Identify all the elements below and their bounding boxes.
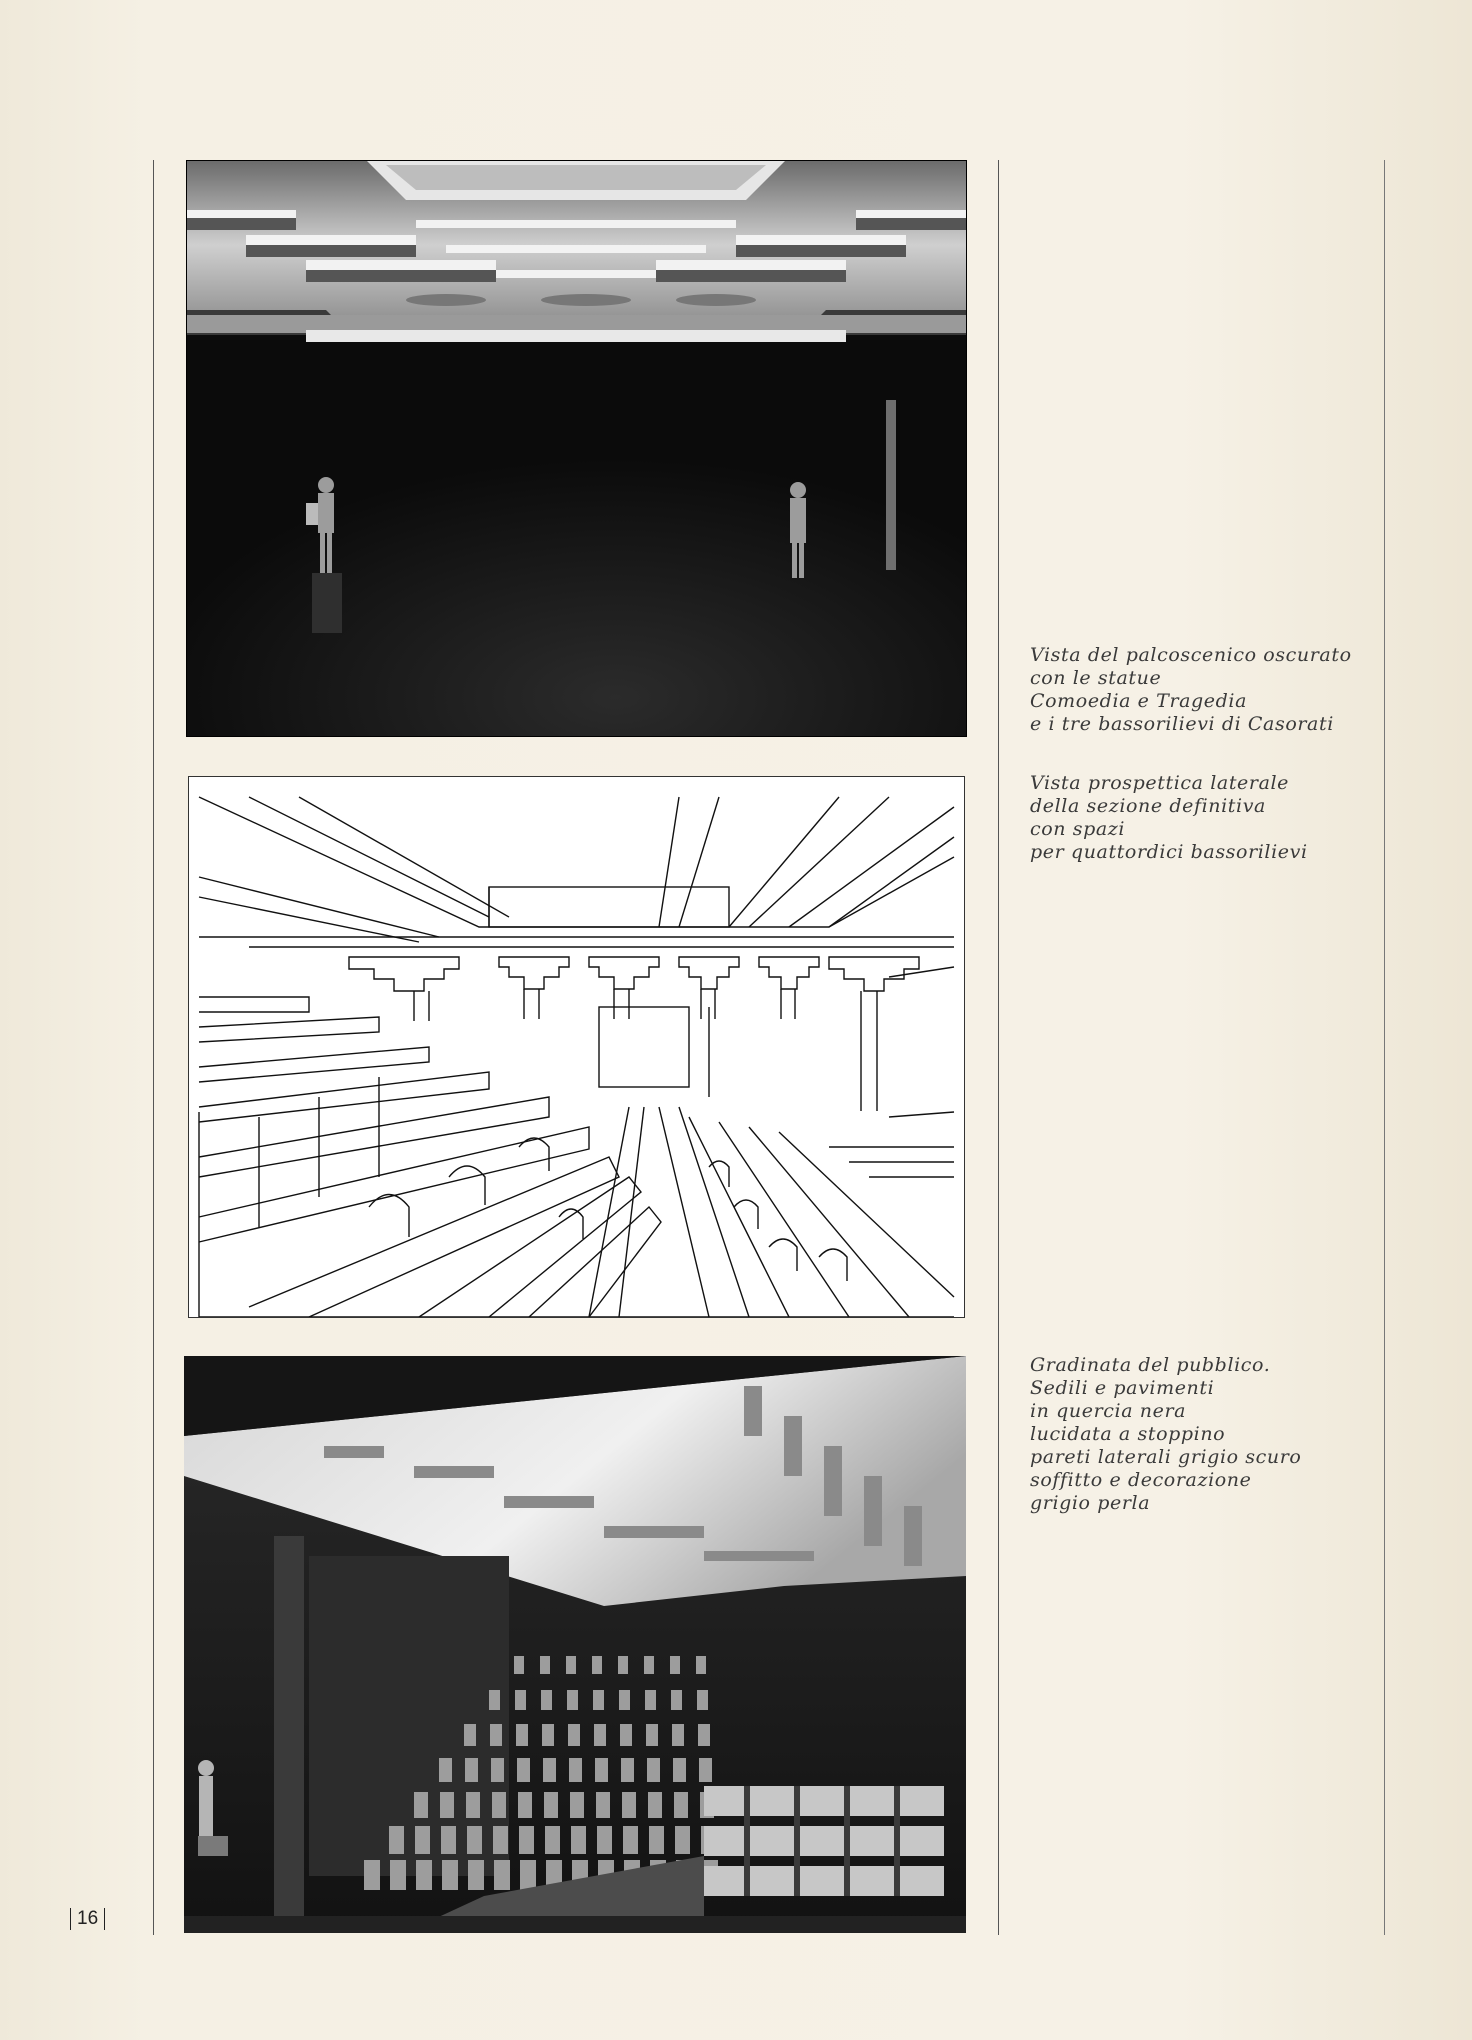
stage-photo-caption (1030, 644, 1370, 736)
caption-line: in quercia nera (1030, 1400, 1187, 1422)
center-column-rule (998, 160, 999, 1935)
caption-line: Comoedia e Tragedia (1030, 690, 1248, 712)
page-number: 16 (70, 1908, 105, 1930)
left-column-rule (153, 160, 154, 1935)
stage-photo (186, 160, 967, 737)
caption-line: con le statue (1030, 667, 1162, 689)
perspective-drawing-caption (1030, 772, 1370, 864)
caption-line: lucidata a stoppino (1030, 1423, 1226, 1445)
caption-line: Vista prospettica laterale (1030, 772, 1290, 794)
caption-line: Sedili e pavimenti (1030, 1377, 1215, 1399)
caption-line: Gradinata del pubblico. (1030, 1354, 1271, 1376)
caption-line: pareti laterali grigio scuro (1030, 1446, 1302, 1468)
caption-line: soffitto e decorazione (1030, 1469, 1252, 1491)
caption-line: e i tre bassorilievi di Casorati (1030, 713, 1334, 735)
audience-photo (184, 1356, 966, 1933)
caption-line: grigio perla (1030, 1492, 1151, 1514)
perspective-drawing (188, 776, 965, 1318)
caption-line: con spazi (1030, 818, 1126, 840)
audience-photo-caption (1030, 1354, 1370, 1515)
caption-line: della sezione definitiva (1030, 795, 1266, 817)
caption-line: Vista del palcoscenico oscurato (1030, 644, 1352, 666)
caption-line: per quattordici bassorilievi (1030, 841, 1308, 863)
right-column-rule (1384, 160, 1385, 1935)
